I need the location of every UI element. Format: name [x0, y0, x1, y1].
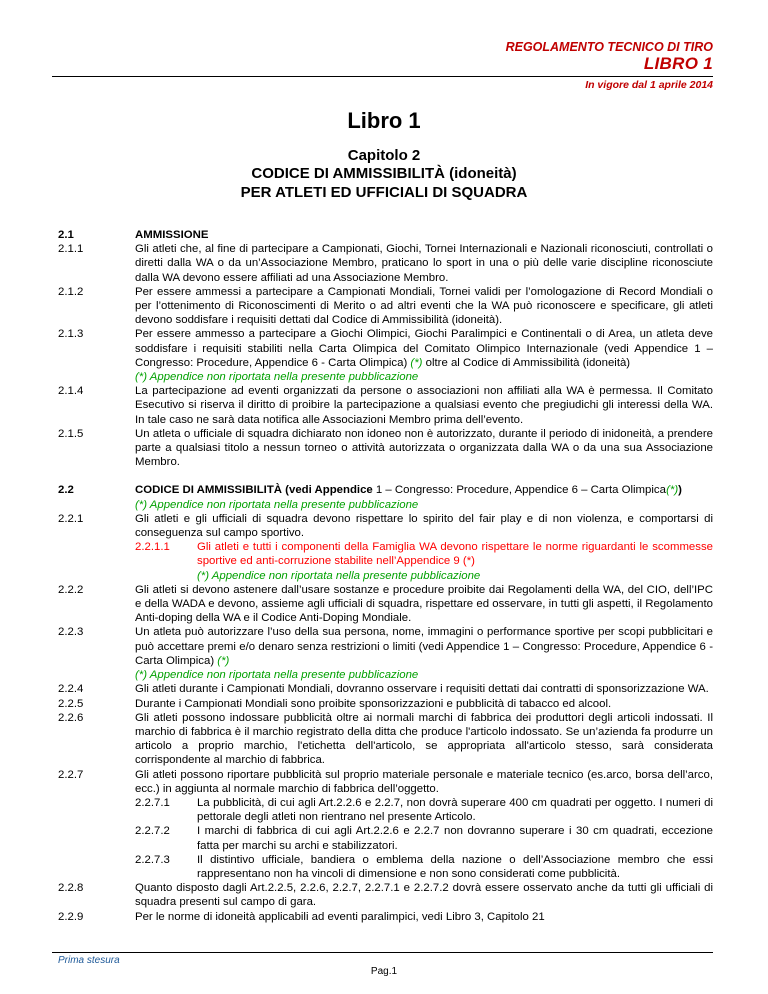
article-2-2-3: 2.2.3 Un atleta può autorizzare l’uso della sua persona, nome, immagini o performance sportive per scopi pubblicitari e può accettare premi e/o denaro senza restrizioni o limiti (vedi Appendice 1 – Congresso: Procedure, Appendice 6 - Carta Olimpica) (*) (*) Appendice non riportata nella presente pubblicazione: [58, 626, 713, 682]
article-2-2-4: 2.2.4 Gli atleti durante i Campionati Mondiali, dovranno osservare i requisiti dettati dai contratti di sponsorizzazione WA.: [58, 683, 709, 696]
appendix-note: (*) Appendice non riportata nella presente pubblicazione: [135, 498, 419, 511]
article-2-2-7-1: 2.2.7.1 La pubblicità, di cui agli Art.2.2.6 e 2.2.7, non dovrà superare 400 cm quadrati per oggetto. I numeri di pettorale degli atleti non rientrano nel presente Articolo.: [135, 796, 713, 824]
article-2-1-3: 2.1.3 Per essere ammesso a partecipare a Giochi Olimpici, Giochi Paralimpici e Continentali o di Area, un atleta deve soddisfare i requisiti stabiliti nella Carta Olimpica del Comitato Olimpico Internazionale (vedi Appendice 1 – Congresso: Procedure, Appendice 6 - Carta Olimpica) (*) oltre al Codice di Ammissibilità (idoneità) (*) Appendice non riportata nella presente pubblicazione: [58, 328, 713, 384]
document-body: [58, 228, 713, 924]
appendix-note: (*) Appendice non riportata nella presente pubblicazione: [135, 669, 419, 682]
article-2-1-2: 2.1.2 Per essere ammessi a partecipare a Campionati Mondiali, Tornei validi per l’omologazione di Record Mondiali o per l’ottenimento di Riconoscimenti di Merito o ad altri eventi che la WA può riconoscere e specificare, gli atleti devono soddisfare i requisiti dettati dal Codice di Ammissibilità (idoneità).: [58, 285, 713, 327]
article-2-1-5: 2.1.5 Un atleta o ufficiale di squadra dichiarato non idoneo non è autorizzato, durante il periodo di inidoneità, a prendere parte a qualsiasi titolo a nessun torneo o attività autorizzata o organizzata dalla WA o da una sua Associazione Membro.: [58, 427, 713, 469]
header-rule: [52, 76, 713, 77]
article-2-2-6: 2.2.6 Gli atleti possono indossare pubblicità oltre ai normali marchi di fabbrica dei produttori degli articoli indossati. Il marchio di fabbrica è il marchio registrato della ditta che produce l'articolo indossato. Se un’azienda fa produrre un articolo a proprio marchio, l'etichetta dell'articolo, se appropriata all'articolo stesso, sarà considerata corrispondente al marchio di fabbrica.: [58, 711, 713, 767]
article-2-2-2: 2.2.2 Gli atleti si devono astenere dall’usare sostanze e procedure proibite dai Regolamenti della WA, del CIO, dell’IPC e della WADA e devono, assieme agli ufficiali di squadra, rispettare ed osservare, in tutti gli aspetti, il Regolamento Anti-doping della WA e il Codice Anti-Doping Mondiale.: [58, 583, 713, 625]
article-2-2-7-2: 2.2.7.2 I marchi di fabbrica di cui agli Art.2.2.6 e 2.2.7 non dovranno superare i 30 cm quadrati, eccezione fatta per marchi su archi e stabilizzatori.: [135, 825, 713, 852]
article-2-2-9: 2.2.9 Per le norme di idoneità applicabili ad eventi paralimpici, vedi Libro 3, Capitolo 21: [58, 910, 545, 923]
article-2-2-7: 2.2.7 Gli atleti possono riportare pubblicità sul proprio materiale personale e materiale tecnico (es.arco, borsa dell’arco, ecc.) in aggiunta al normale marchio di fabbrica dell’oggetto. 2.2.7.1 La pubblicità, di cui agli Art.2.2.6 e 2.2.7, non dovrà superare 400 cm quadrati per oggetto. I numeri di pettorale degli atleti non rientrano nel presente Articolo. 2.2.7.2 I marchi di fabbrica di cui agli Art.2.2.6 e 2.2.7 non dovranno superare i 30 cm quadrati, eccezione fatta per marchi su archi e stabilizzatori. 2.2.7.3 Il distintivo ufficiale, bandiera o emblema della nazione o dell’Associazione membro che essi rappresentano non ha vincoli di dimensione e non sono considerati come pubblicità.: [58, 768, 713, 880]
chapter-title: Capitolo 2: [347, 147, 421, 164]
header-effective-date: In vigore dal 1 aprile 2014: [585, 79, 713, 91]
chapter-subtitle-2: PER ATLETI ED UFFICIALI DI SQUADRA: [240, 184, 528, 201]
header-book-title: REGOLAMENTO TECNICO DI TIRO: [505, 40, 713, 54]
page-number: Pag.1: [370, 966, 398, 977]
article-2-2-8: 2.2.8 Quanto disposto dagli Art.2.2.5, 2.2.6, 2.2.7, 2.2.7.1 e 2.2.7.2 dovrà essere osservato anche da tutti gli ufficiali di squadra presenti sul campo di gara.: [58, 882, 713, 909]
article-2-1-4: 2.1.4 La partecipazione ad eventi organizzati da persone o associazioni non affiliati alla WA è permessa. Il Comitato Esecutivo si riserva il diritto di proibire la partecipazione a qualsiasi evento che pregiudichi gli interessi della WA. In tale caso ne sarà data notifica alle Associazioni Membro prima dell’evento.: [58, 385, 713, 426]
footer-rule: [52, 952, 713, 953]
header-book-number: LIBRO 1: [643, 54, 713, 73]
appendix-note: (*) Appendice non riportata nella presente pubblicazione: [135, 371, 419, 384]
section-heading: 2.2 CODICE DI AMMISSIBILITÀ (vedi Appendice 1 – Congresso: Procedure, Appendice 6 – Carta Olimpica (*)) (*) Appendice non riportata nella presente pubblicazione: [58, 484, 682, 511]
article-2-2-1: 2.2.1 Gli atleti e gli ufficiali di squadra devono rispettare lo spirito del fair play e di non violenza, e comportarsi di conseguenza sul campo sportivo. 2.2.1.1 Gli atleti e tutti i componenti della Famiglia WA devono rispettare le norme riguardanti le scommesse sportive ed anti-corruzione stabilite nell’Appendice 9 (*) (*) Appendice non riportata nella presente pubblicazione: [58, 512, 713, 582]
article-2-2-1-1: 2.2.1.1 Gli atleti e tutti i componenti della Famiglia WA devono rispettare le norme riguardanti le scommesse sportive ed anti-corruzione stabilite nell’Appendice 9 (*) (*) Appendice non riportata nella presente pubblicazione: [135, 541, 713, 582]
article-2-2-5: 2.2.5 Durante i Campionati Mondiali sono proibite sponsorizzazioni e pubblicità di tabacco ed alcool.: [58, 697, 612, 710]
footer-draft-label: Prima stesura: [58, 955, 120, 966]
article-2-1-1: 2.1.1 Gli atleti che, al fine di partecipare a Campionati, Giochi, Tornei Internazionali e Nazionali riconosciuti, controllati o diretti dalla WA o da un’Associazione Membro, praticano lo sport in una o più delle varie discipline riconosciute dalla WA devono essere affiliati ad una Associazione Membro.: [58, 243, 713, 284]
section-heading: 2.1 AMMISSIONE: [58, 229, 209, 241]
page-title: Libro 1: [347, 108, 421, 133]
appendix-note: (*) Appendice non riportata nella presente pubblicazione: [197, 569, 481, 582]
chapter-subtitle-1: CODICE DI AMMISSIBILITÀ (idoneità): [251, 165, 517, 182]
article-2-2-7-3: 2.2.7.3 Il distintivo ufficiale, bandiera o emblema della nazione o dell’Associazione membro che essi rappresentano non ha vincoli di dimensione e non sono considerati come pubblicità.: [135, 853, 713, 880]
